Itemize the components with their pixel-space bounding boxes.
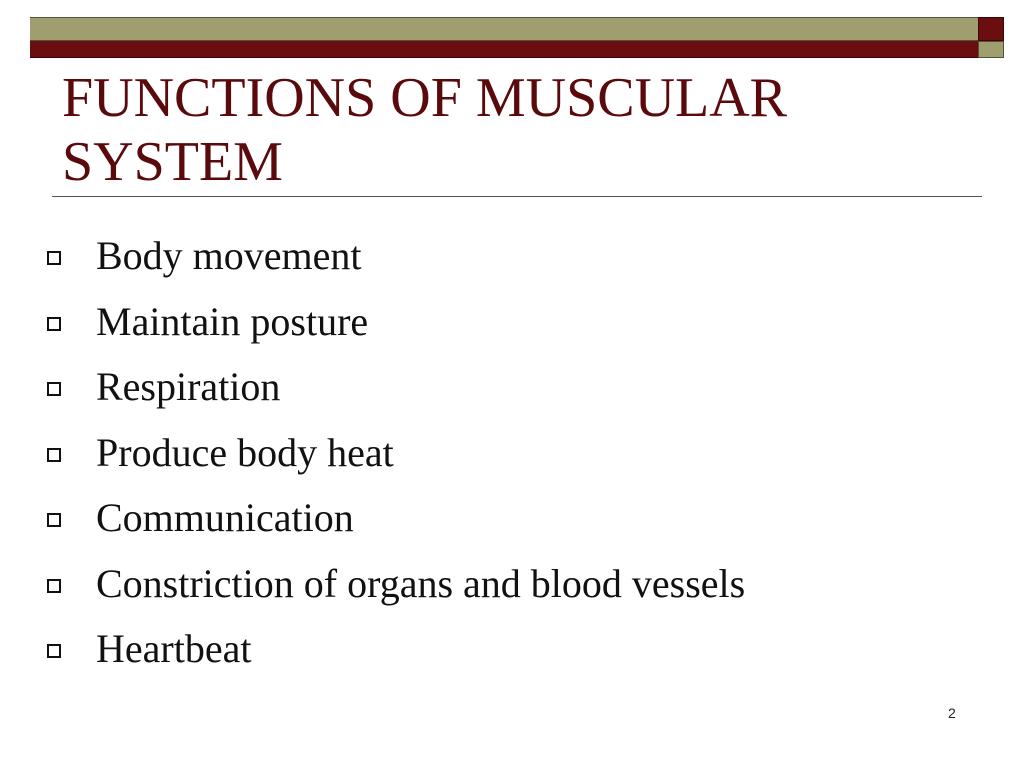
- slide-number: 2: [948, 705, 956, 721]
- hollow-square-bullet-icon: [47, 317, 61, 331]
- bullet-text: Respiration: [96, 364, 281, 409]
- hollow-square-bullet-icon: [47, 513, 61, 527]
- bullet-text: Maintain posture: [96, 298, 369, 344]
- bullet-text: Constriction of organs and blood vessels: [96, 560, 746, 606]
- header-band-maroon: [30, 41, 978, 58]
- header-corner-olive-square: [978, 41, 1004, 58]
- bullet-text: Communication: [96, 495, 354, 540]
- slide-title: FUNCTIONS OF MUSCULAR SYSTEM: [62, 67, 788, 193]
- hollow-square-bullet-icon: [47, 382, 61, 396]
- bullet-text: Heartbeat: [96, 626, 252, 671]
- hollow-square-bullet-icon: [47, 448, 61, 462]
- header-corner-maroon-square: [978, 17, 1004, 41]
- header-band-olive: [30, 17, 978, 41]
- title-divider: [52, 196, 982, 197]
- bullet-text: Body movement: [96, 233, 362, 278]
- hollow-square-bullet-icon: [47, 644, 61, 658]
- hollow-square-bullet-icon: [47, 251, 61, 265]
- hollow-square-bullet-icon: [47, 579, 61, 593]
- bullet-text: Produce body heat: [96, 429, 394, 475]
